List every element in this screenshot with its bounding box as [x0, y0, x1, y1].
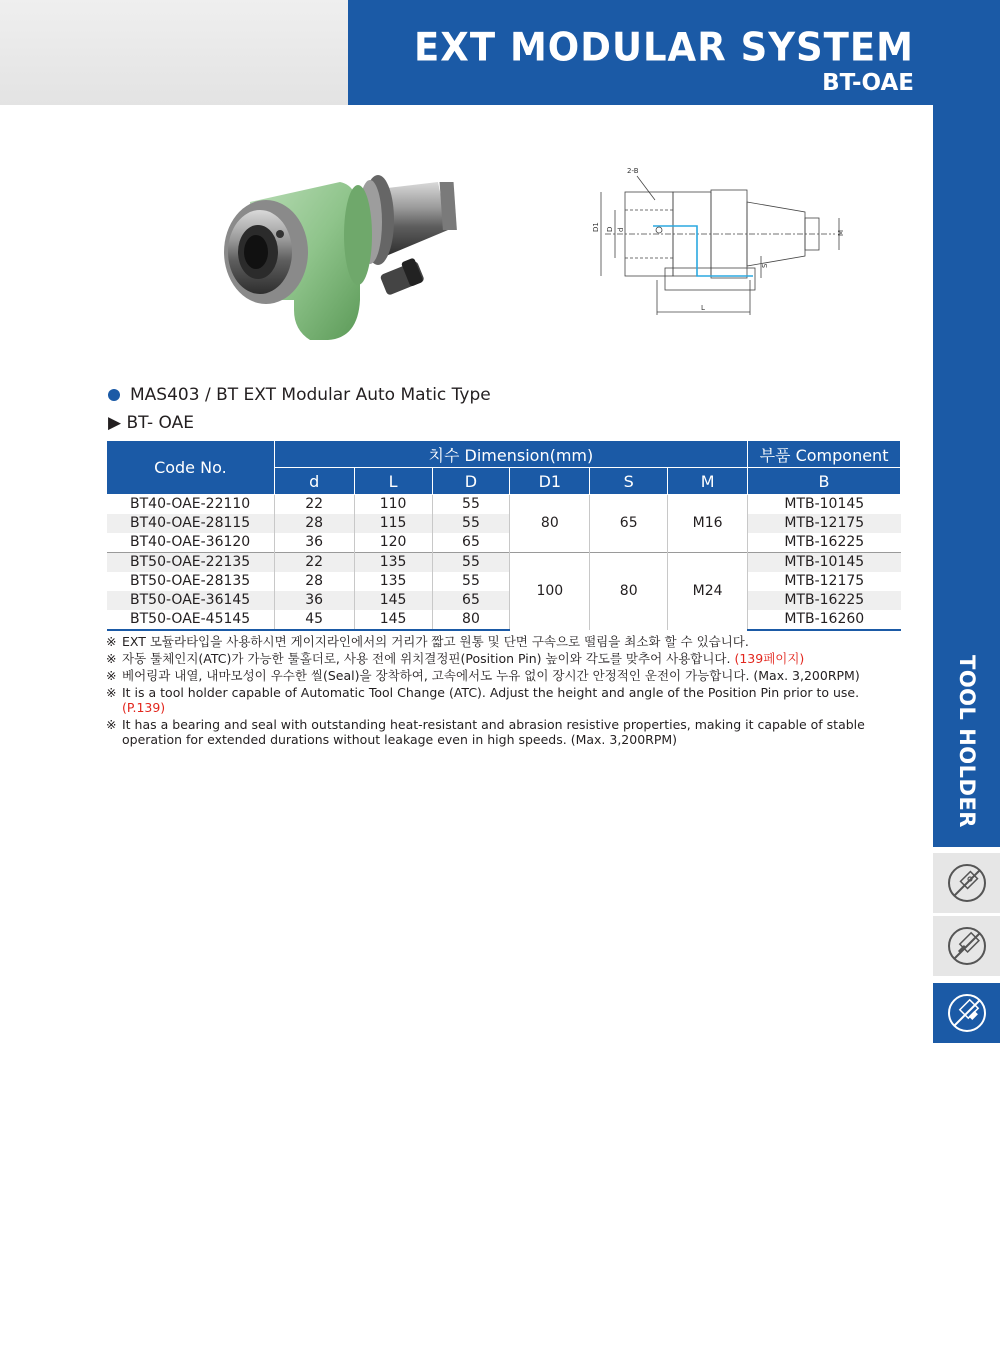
table-row [107, 572, 901, 591]
table-row [107, 514, 901, 533]
l-cell: 110 [354, 495, 432, 515]
section-title: MAS403 / BT EXT Modular Auto Matic Type [108, 385, 491, 405]
dimension-header: 치수 Dimension(mm) [274, 441, 747, 468]
section-subtitle: ▶ BT- OAE [108, 413, 194, 433]
table-row [107, 495, 901, 515]
note-item: ※ EXT 모듈라타입을 사용하시면 게이지라인에서의 거리가 짧고 원통 및 단면 구속으로 떨림을 최소화 할 수 있습니다. [106, 634, 749, 649]
code-cell: BT40-OAE-22110 [107, 495, 275, 515]
m-cell: M16 [668, 495, 748, 553]
l-cell: 115 [354, 514, 432, 533]
product-photo [210, 160, 460, 345]
note-item: ※ It has a bearing and seal with outstanding heat-resistant and abrasion resistive properties, making it capable of stable operation for extended durations without leakage even in high speeds. (Max. 3,200RPM) [106, 717, 865, 747]
technical-drawing [585, 160, 855, 320]
table-row [107, 591, 901, 610]
bullet-dot-icon [108, 389, 120, 401]
component-cell: MTB-12175 [748, 572, 901, 591]
side-tab-label: TOOL HOLDER [954, 655, 979, 828]
component-header: 부품 Component [748, 441, 901, 468]
s-cell: 65 [590, 495, 668, 553]
header-grey-band [0, 0, 348, 105]
note-item: ※ 베어링과 내열, 내마모성이 우수한 씰(Seal)을 장착하여, 고속에서도 누유 없이 장시간 안정적인 운전이 가능합니다. (Max. 3,200RPM) [106, 668, 860, 683]
d-cell: 36 [274, 533, 354, 553]
d-cell: 28 [274, 572, 354, 591]
col-header: M [668, 468, 748, 495]
d-cell: 36 [274, 591, 354, 610]
s-cell: 80 [590, 553, 668, 631]
svg-text:D1: D1 [592, 222, 600, 232]
dia-cell: 65 [432, 591, 510, 610]
code-cell: BT50-OAE-28135 [107, 572, 275, 591]
d-cell: 28 [274, 514, 354, 533]
code-header: Code No. [107, 441, 275, 495]
col-header: S [590, 468, 668, 495]
svg-text:d: d [617, 227, 625, 232]
component-cell: MTB-16225 [748, 533, 901, 553]
col-header: D1 [510, 468, 590, 495]
col-header: d [274, 468, 354, 495]
l-cell: 145 [354, 610, 432, 630]
col-header: D [432, 468, 510, 495]
dia-cell: 55 [432, 514, 510, 533]
svg-text:2-B: 2-B [627, 167, 639, 175]
table-row [107, 533, 901, 553]
page-subtitle: BT-OAE [822, 70, 914, 96]
svg-text:D: D [606, 226, 614, 232]
dia-cell: 55 [432, 572, 510, 591]
l-cell: 135 [354, 572, 432, 591]
col-header: L [354, 468, 432, 495]
svg-text:S: S [761, 263, 769, 268]
d1-cell: 80 [510, 495, 590, 553]
page-title: EXT MODULAR SYSTEM [414, 24, 914, 71]
d-cell: 22 [274, 495, 354, 515]
code-cell: BT50-OAE-36145 [107, 591, 275, 610]
component-cell: MTB-10145 [748, 495, 901, 515]
l-cell: 120 [354, 533, 432, 553]
notes [106, 634, 881, 749]
spec-table [106, 440, 901, 631]
table-row [107, 553, 901, 573]
l-cell: 135 [354, 553, 432, 573]
component-cell: MTB-10145 [748, 553, 901, 573]
svg-text:L: L [701, 304, 705, 312]
tool-holder-icon-2[interactable] [933, 916, 1000, 976]
code-cell: BT50-OAE-22135 [107, 553, 275, 573]
page-reference: (P.139) [122, 700, 166, 715]
svg-text:M: M [837, 229, 845, 236]
component-cell: MTB-12175 [748, 514, 901, 533]
page-reference: (139페이지) [734, 651, 805, 666]
d-cell: 22 [274, 553, 354, 573]
dia-cell: 65 [432, 533, 510, 553]
code-cell: BT40-OAE-36120 [107, 533, 275, 553]
code-cell: BT50-OAE-45145 [107, 610, 275, 630]
m-cell: M24 [668, 553, 748, 631]
l-cell: 145 [354, 591, 432, 610]
dia-cell: 55 [432, 495, 510, 515]
note-item: ※ It is a tool holder capable of Automatic Tool Change (ATC). Adjust the height and angle of the Position Pin prior to use. (P.139) [106, 685, 860, 715]
dia-cell: 55 [432, 553, 510, 573]
dia-cell: 80 [432, 610, 510, 630]
note-item: ※ 자동 툴체인지(ATC)가 가능한 툴홀더로, 사용 전에 위치결정핀(Position Pin) 높이와 각도를 맞추어 사용합니다. (139페이지) [106, 651, 805, 666]
tool-holder-icon-3[interactable] [933, 983, 1000, 1043]
d1-cell: 100 [510, 553, 590, 631]
table-row [107, 610, 901, 630]
code-cell: BT40-OAE-28115 [107, 514, 275, 533]
col-header: B [748, 468, 901, 495]
d-cell: 45 [274, 610, 354, 630]
tool-holder-icon-1[interactable] [933, 853, 1000, 913]
component-cell: MTB-16260 [748, 610, 901, 630]
component-cell: MTB-16225 [748, 591, 901, 610]
